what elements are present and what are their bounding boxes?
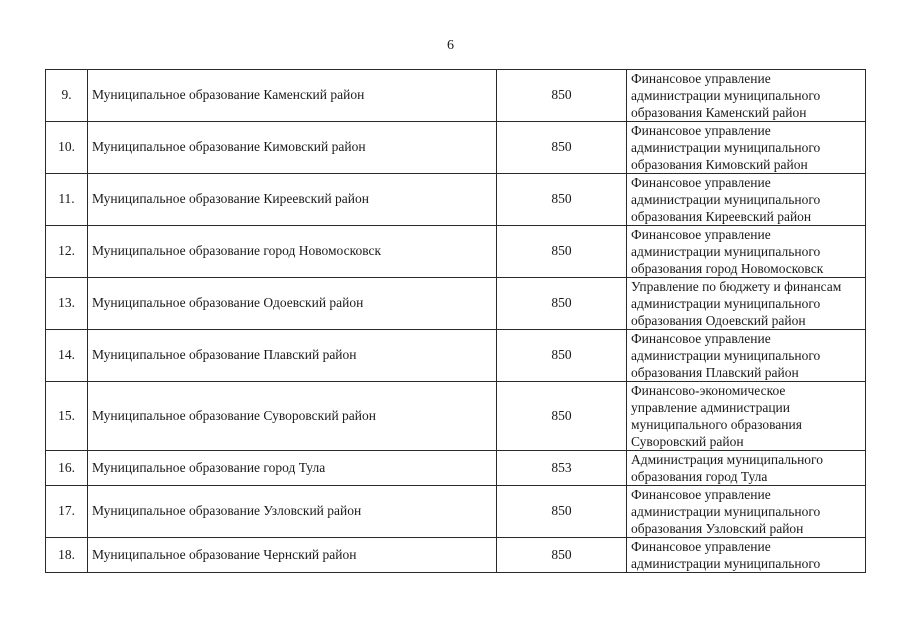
financial-authority-line: образования Узловский район [631, 521, 804, 536]
financial-authority-line: управление администрации [631, 400, 791, 415]
row-number: 12. [46, 226, 88, 278]
financial-authority-line: образования город Новомосковск [631, 261, 824, 276]
financial-authority-line: образования Одоевский район [631, 313, 806, 328]
financial-authority-line: Финансовое управление [631, 331, 771, 346]
budget-code: 850 [497, 278, 627, 330]
financial-authority-line: Финансовое управление [631, 227, 771, 242]
row-number: 13. [46, 278, 88, 330]
municipality-name: Муниципальное образование город Новомосковск [88, 226, 497, 278]
table-row [46, 122, 866, 174]
financial-authority [627, 382, 866, 451]
table-row [46, 226, 866, 278]
table-row [46, 278, 866, 330]
financial-authority [627, 70, 866, 122]
row-number: 15. [46, 382, 88, 451]
financial-authority-line: администрации муниципального [631, 140, 821, 155]
financial-authority-line: Финансовое управление [631, 71, 771, 86]
financial-authority-line: Администрация муниципального [631, 452, 824, 467]
financial-authority-line: Финансовое управление [631, 175, 771, 190]
municipality-name: Муниципальное образование Суворовский район [88, 382, 497, 451]
budget-code: 850 [497, 382, 627, 451]
budget-code: 850 [497, 122, 627, 174]
financial-authority-line: администрации муниципального [631, 348, 821, 363]
municipality-name: Муниципальное образование Чернский район [88, 538, 497, 573]
financial-authority-line: администрации муниципального [631, 556, 821, 571]
financial-authority-line: Управление по бюджету и финансам [631, 279, 842, 294]
financial-authority [627, 174, 866, 226]
municipality-name: Муниципальное образование Одоевский район [88, 278, 497, 330]
row-number: 9. [46, 70, 88, 122]
page-number: 6 [447, 38, 454, 53]
row-number: 18. [46, 538, 88, 573]
financial-authority-line: образования Киреевский район [631, 209, 812, 224]
financial-authority [627, 451, 866, 486]
financial-authority [627, 330, 866, 382]
financial-authority-line: образования Кимовский район [631, 157, 808, 172]
municipality-name: Муниципальное образование Киреевский район [88, 174, 497, 226]
municipality-name: Муниципальное образование Плавский район [88, 330, 497, 382]
table-row [46, 174, 866, 226]
table-body [46, 70, 866, 573]
budget-code: 850 [497, 330, 627, 382]
financial-authority [627, 538, 866, 573]
table-row [46, 382, 866, 451]
table-row [46, 330, 866, 382]
financial-authority-line: образования Каменский район [631, 105, 807, 120]
financial-authority-line: Финансово-экономическое [631, 383, 786, 398]
table-row [46, 70, 866, 122]
table-row [46, 486, 866, 538]
table-row [46, 538, 866, 573]
municipality-name: Муниципальное образование город Тула [88, 451, 497, 486]
financial-authority-line: Финансовое управление [631, 539, 771, 554]
financial-authority [627, 226, 866, 278]
municipality-name: Муниципальное образование Кимовский район [88, 122, 497, 174]
budget-code: 850 [497, 538, 627, 573]
financial-authority [627, 486, 866, 538]
financial-authority-line: образования Плавский район [631, 365, 799, 380]
budget-code: 850 [497, 174, 627, 226]
financial-authority-line: администрации муниципального [631, 88, 821, 103]
financial-authority-line: администрации муниципального [631, 192, 821, 207]
row-number: 10. [46, 122, 88, 174]
municipal-table [45, 69, 866, 573]
row-number: 17. [46, 486, 88, 538]
financial-authority-line: администрации муниципального [631, 504, 821, 519]
budget-code: 850 [497, 226, 627, 278]
row-number: 14. [46, 330, 88, 382]
financial-authority-line: Финансовое управление [631, 487, 771, 502]
row-number: 16. [46, 451, 88, 486]
table-row [46, 451, 866, 486]
budget-code: 850 [497, 70, 627, 122]
financial-authority-line: образования город Тула [631, 469, 768, 484]
financial-authority [627, 278, 866, 330]
financial-authority-line: Финансовое управление [631, 123, 771, 138]
municipality-name: Муниципальное образование Каменский район [88, 70, 497, 122]
financial-authority-line: Суворовский район [631, 434, 744, 449]
municipality-name: Муниципальное образование Узловский район [88, 486, 497, 538]
budget-code: 853 [497, 451, 627, 486]
financial-authority-line: администрации муниципального [631, 296, 821, 311]
financial-authority-line: администрации муниципального [631, 244, 821, 259]
row-number: 11. [46, 174, 88, 226]
budget-code: 850 [497, 486, 627, 538]
financial-authority [627, 122, 866, 174]
financial-authority-line: муниципального образования [631, 417, 802, 432]
